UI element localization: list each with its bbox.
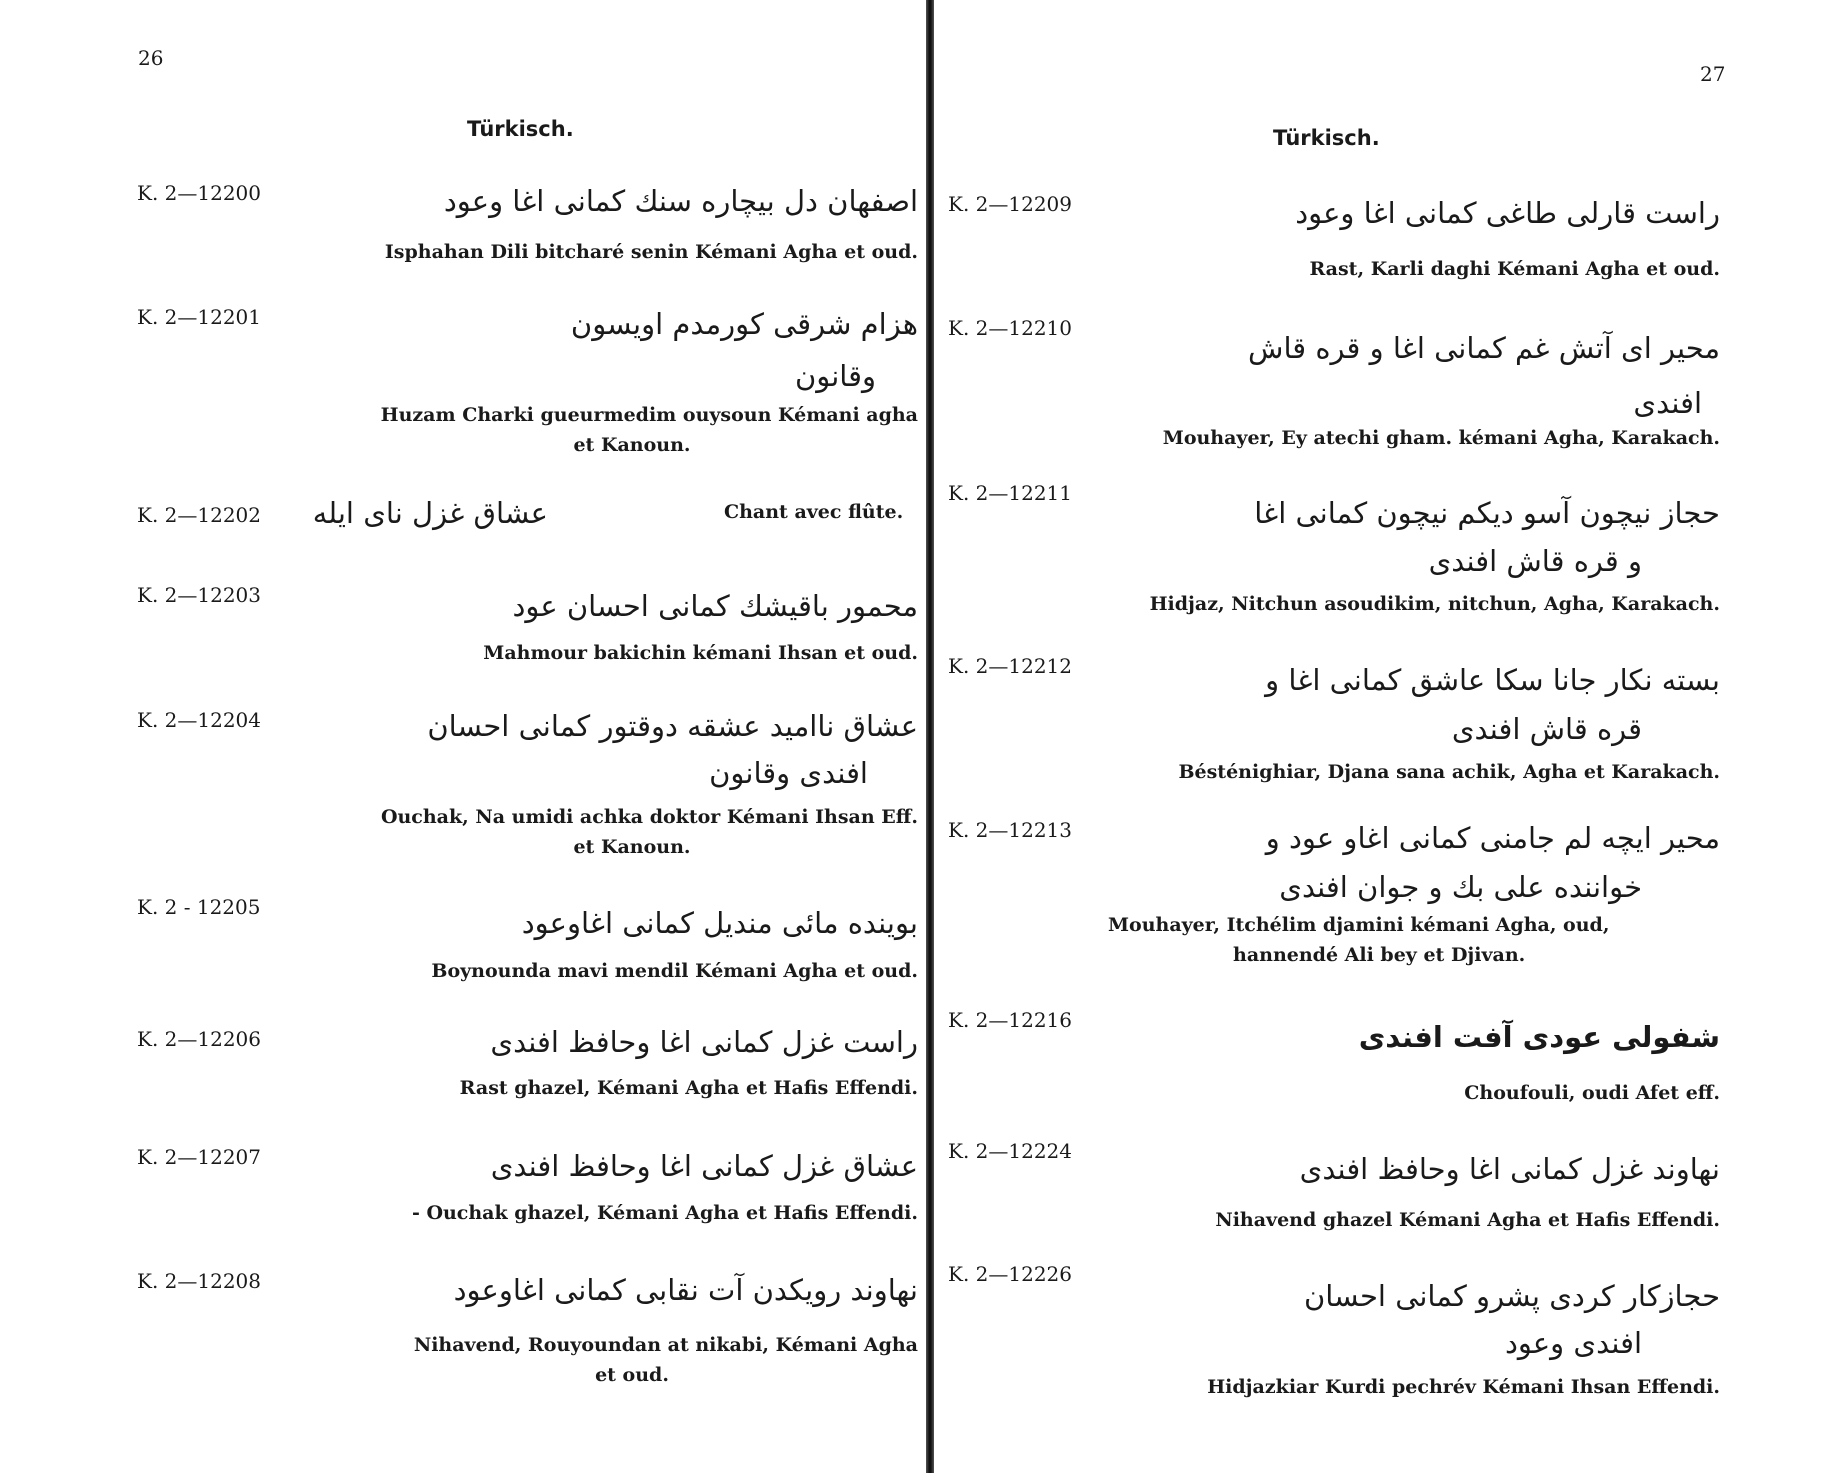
catalog-number: K. 2—12210	[948, 316, 1073, 340]
latin-title: Isphahan Dili bitcharé senin Kémani Agha et oud.	[384, 241, 918, 263]
book-gutter	[926, 0, 934, 1473]
latin-title: Bésténighiar, Djana sana achik, Agha et Karakach.	[1178, 761, 1720, 783]
arabic-title: نهاوند غزل كمانی اغا وحافظ افندی	[1299, 1152, 1720, 1186]
catalog-number: K. 2—12224	[948, 1139, 1073, 1163]
arabic-title-line2: وقانون	[794, 359, 876, 393]
page-number: 27	[1700, 62, 1726, 86]
catalog-number: K. 2—12207	[137, 1145, 262, 1169]
latin-title: Ouchak, Na umidi achka doktor Kémani Ihsan Eff. et Kanoun.	[380, 806, 918, 858]
arabic-title: هزام شرقی كورمدم اویسون	[570, 307, 918, 341]
catalog-number: K. 2—12203	[137, 583, 262, 607]
catalog-number: K. 2 - 12205	[137, 895, 261, 919]
latin-title: Nihavend ghazel Kémani Agha et Hafis Effendi.	[1215, 1209, 1720, 1231]
latin-title: - Ouchak ghazel, Kémani Agha et Hafis Effendi.	[411, 1202, 918, 1224]
arabic-title: راست قارلی طاغی كمانی اغا وعود	[1295, 196, 1720, 230]
catalog-number: K. 2—12201	[137, 305, 262, 329]
catalog-number: K. 2—12208	[137, 1269, 262, 1293]
arabic-title-line2: افندی	[1633, 386, 1702, 420]
arabic-title: نهاوند رویكدن آت نقابی كمانی اغاوعود	[453, 1273, 918, 1307]
latin-title: Rast, Karli daghi Kémani Agha et oud.	[1309, 258, 1720, 280]
latin-title: Hidjaz, Nitchun asoudikim, nitchun, Agha, Karakach.	[1149, 593, 1720, 615]
catalog-number: K. 2—12211	[948, 481, 1073, 505]
latin-title: Mouhayer, Itchélim djamini kémani Agha, oud, hannendé Ali bey et Djivan.	[1108, 914, 1610, 966]
catalog-number: K. 2—12202	[137, 503, 262, 527]
catalog-number: K. 2—12200	[137, 181, 262, 205]
arabic-title: حجازكار كردی پشرو كمانی احسان	[1303, 1279, 1720, 1313]
section-heading: Türkisch.	[467, 117, 574, 141]
latin-title: Chant avec flûte.	[724, 501, 904, 523]
latin-title: Hidjazkiar Kurdi pechrév Kémani Ihsan Effendi.	[1207, 1376, 1720, 1398]
arabic-title-line2: خواننده علی بك و جوان افندی	[1279, 870, 1642, 904]
section-heading: Türkisch.	[1273, 126, 1380, 150]
arabic-title: عشاق غزل كمانی اغا وحافظ افندی	[490, 1149, 918, 1183]
catalog-number: K. 2—12213	[948, 818, 1073, 842]
catalog-number: K. 2—12206	[137, 1027, 262, 1051]
catalog-number: K. 2—12209	[948, 192, 1073, 216]
latin-title: Huzam Charki gueurmedim ouysoun Kémani agha et Kanoun.	[380, 404, 918, 456]
latin-title: Boynounda mavi mendil Kémani Agha et oud.	[431, 960, 918, 982]
arabic-title: شفولی عودی آفت افندی	[1358, 1020, 1720, 1054]
arabic-title: محیر ایچه لم جامنی كمانی اغاو عود و	[1265, 821, 1720, 855]
arabic-title: حجاز نیچون آسو دیكم نیچون كمانی اغا	[1254, 496, 1720, 530]
arabic-title: بوینده مائی منديل كمانی اغاوعود	[521, 906, 918, 940]
arabic-title-line2: و قره قاش افندی	[1428, 544, 1642, 578]
latin-title: Nihavend, Rouyoundan at nikabi, Kémani Agha et oud.	[413, 1334, 918, 1386]
arabic-title: راست غزل كمانی اغا وحافظ افندی	[490, 1025, 918, 1059]
arabic-title: محیر ای آتش غم كمانی اغا و قره قاش	[1248, 331, 1720, 365]
arabic-title-line2: افندی وعود	[1504, 1326, 1642, 1360]
right-page	[938, 0, 1832, 1473]
catalog-number: K. 2—12226	[948, 1262, 1073, 1286]
latin-title: Mahmour bakichin kémani Ihsan et oud.	[483, 642, 918, 664]
arabic-title: بسته نكار جانا سكا عاشق كمانی اغا و	[1265, 663, 1720, 697]
latin-title: Choufouli, oudi Afet eff.	[1464, 1082, 1720, 1104]
arabic-title-line2: قره قاش افندی	[1451, 712, 1642, 746]
arabic-title: عشاق ناامید عشقه دوقتور كمانی احسان	[427, 709, 918, 743]
arabic-title: عشاق غزل نای ایله	[312, 496, 548, 530]
arabic-title-line2: افندی وقانون	[709, 756, 868, 790]
arabic-title: محمور باقیشك كمانی احسان عود	[512, 589, 918, 623]
arabic-title: اصفهان دل بیچاره سنك كمانی اغا وعود	[443, 184, 918, 218]
catalog-number: K. 2—12204	[137, 708, 262, 732]
catalog-number: K. 2—12216	[948, 1008, 1073, 1032]
latin-title: Rast ghazel, Kémani Agha et Hafis Effendi.	[459, 1077, 918, 1099]
latin-title: Mouhayer, Ey atechi gham. kémani Agha, Karakach.	[1162, 427, 1720, 449]
catalog-number: K. 2—12212	[948, 654, 1073, 678]
page-number: 26	[138, 46, 164, 70]
